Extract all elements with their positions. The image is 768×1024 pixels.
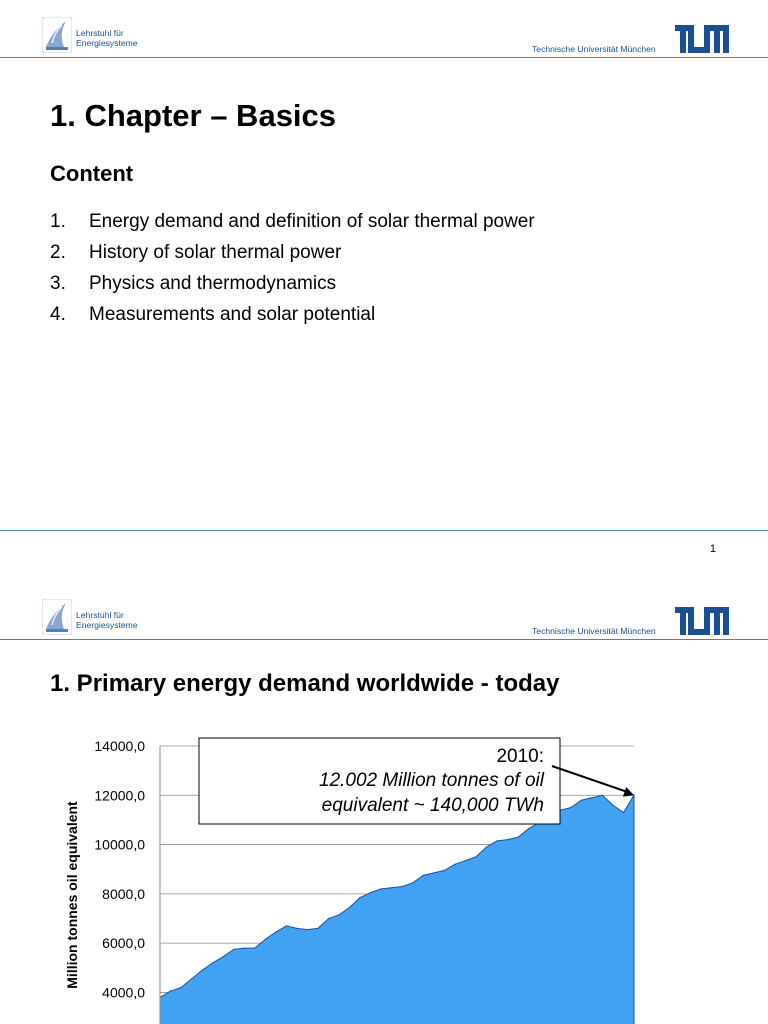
data-point (444, 870, 445, 871)
chair-name-line2: Energiesysteme (76, 38, 138, 48)
annotation-text-line1: 12.002 Million tonnes of oil (319, 770, 544, 791)
data-point (370, 892, 371, 893)
y-tick-label: 4000,0 (102, 984, 145, 1001)
data-point (423, 875, 424, 876)
list-item-number: 4. (50, 304, 66, 325)
data-point (360, 897, 361, 898)
slide-gap (0, 572, 768, 582)
annotation-text-line2: equivalent ~ 140,000 TWh (321, 795, 544, 816)
chair-name-line2: Energiesysteme (76, 620, 138, 630)
list-item-text: Energy demand and definition of solar thermal power (89, 211, 535, 232)
energy-demand-chart (0, 582, 768, 1024)
data-point (212, 962, 213, 963)
data-point (570, 807, 571, 808)
data-point (381, 888, 382, 889)
chair-name-line1: Lehrstuhl für (76, 28, 124, 38)
chair-name-line1: Lehrstuhl für (76, 610, 124, 620)
data-point (623, 812, 624, 813)
data-point (475, 856, 476, 857)
data-point (602, 795, 603, 796)
data-point (465, 860, 466, 861)
data-point (497, 840, 498, 841)
y-tick-label: 8000,0 (102, 885, 145, 902)
page-title: 1. Chapter – Basics (50, 98, 337, 133)
data-point (391, 887, 392, 888)
data-point (191, 978, 192, 979)
tum-logo-icon (675, 25, 729, 53)
data-point (181, 987, 182, 988)
data-point (349, 907, 350, 908)
data-point (244, 948, 245, 949)
slide-2 (0, 582, 768, 1024)
y-tick-label: 14000,0 (94, 738, 145, 754)
data-point (307, 929, 308, 930)
y-tick-label: 10000,0 (94, 836, 145, 853)
data-point (265, 939, 266, 940)
y-axis-label: Million tonnes oil equivalent (64, 801, 80, 989)
data-point (528, 828, 529, 829)
annotation-arrow (552, 766, 628, 792)
university-name: Technische Universität München (532, 44, 656, 54)
data-point (412, 882, 413, 883)
data-point (339, 914, 340, 915)
data-point (254, 948, 255, 949)
page-number: 1 (709, 543, 716, 555)
wind-turbine-logo-icon (42, 17, 72, 53)
header-divider (0, 57, 768, 58)
slide-title: 1. Primary energy demand worldwide - today (50, 670, 560, 697)
data-point (233, 949, 234, 950)
data-point (486, 846, 487, 847)
list-item-text: Physics and thermodynamics (89, 273, 337, 294)
annotation-year: 2010: (496, 746, 544, 767)
data-point (591, 797, 592, 798)
data-point (170, 991, 171, 992)
chair-name (76, 28, 138, 48)
list-item-number: 2. (50, 242, 66, 263)
data-point (317, 928, 318, 929)
list-item-text: History of solar thermal power (89, 242, 342, 263)
data-point (581, 800, 582, 801)
data-point (286, 925, 287, 926)
data-point (454, 864, 455, 865)
area-series (160, 795, 634, 1024)
list-item-text: Measurements and solar potential (89, 304, 376, 325)
data-point (433, 872, 434, 873)
data-point (612, 805, 613, 806)
data-point (402, 886, 403, 887)
section-heading: Content (50, 161, 134, 186)
data-point (328, 918, 329, 919)
data-point (518, 837, 519, 838)
data-point (202, 970, 203, 971)
footer-divider (0, 530, 768, 531)
data-point (507, 839, 508, 840)
y-tick-label: 12000,0 (94, 787, 145, 804)
university-name: Technische Universität München (532, 626, 656, 636)
list-item-number: 1. (50, 211, 66, 232)
y-tick-label: 6000,0 (102, 935, 145, 952)
data-point (275, 932, 276, 933)
list-item-number: 3. (50, 273, 66, 294)
data-point (296, 928, 297, 929)
data-point (223, 956, 224, 957)
